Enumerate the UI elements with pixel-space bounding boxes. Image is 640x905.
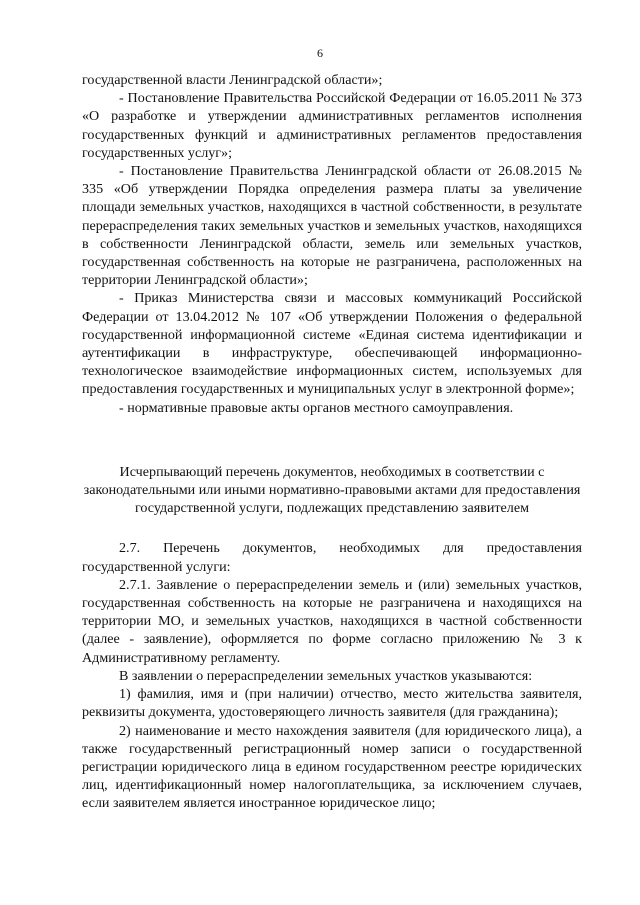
section-heading: Исчерпывающий перечень документов, необходимых в соответствии с законодательными или иными нормативно-правовыми актами для предоставления государственной услуги, подлежащих представлению заявителем (83, 463, 581, 517)
paragraph-2-7: 2.7. Перечень документов, необходимых для предоставления государственной услуги: (82, 540, 582, 575)
paragraph-item-2: 2) наименование и место нахождения заявителя (для юридического лица), а также государственный регистрационный номер записи о государственной регистрации юридического лица в едином государственном реестре юридических лиц, идентификационный номер налогоплательщика, за исключением случаев, если заявителем является иностранное юридическое лицо; (82, 722, 582, 812)
paragraph-government-decree-2011: - Постановление Правительства Российской Федерации от 16.05.2011 № 373 «О разработке и утверждении административных регламентов исполнения государственных функций и административных регламентов предоставления государственных услуг»; (82, 90, 582, 161)
paragraph-2-7-1: 2.7.1. Заявление о перераспределении земель и (или) земельных участков, государственная собственность на которые не разграничена и находящихся на территории МО, и земельных участков, находящихся в частной собственности (далее - заявление), оформляется по форме согласно приложению № 3 к Административному регламенту. (82, 576, 582, 666)
document-body (82, 71, 582, 813)
paragraph-local-acts: - нормативные правовые акты органов местного самоуправления. (119, 399, 514, 416)
paragraph-continuation: государственной власти Ленинградской области»; (82, 72, 383, 88)
page-number: 6 (317, 46, 323, 60)
paragraph-ministry-order-2012: - Приказ Министерства связи и массовых коммуникаций Российской Федерации от 13.04.2012 № 107 «Об утверждении Положения о федеральной государственной информационной системе «Единая система идентификации и аутентификации в инфраструктуре, обеспечивающей информационно-технологическое взаимодействие информационных систем, используемых для предоставления государственных и муниципальных услуг в электронной форме»; (82, 290, 582, 398)
paragraph-government-decree-2015: - Постановление Правительства Ленинградской области от 26.08.2015 № 335 «Об утверждении Порядка определения размера платы за увеличение площади земельных участков, находящихся в частной собственности, в результате перераспределения таких земельных участков и земельных участков, находящихся в собственности Ленинградской области, земель или земельных участков, государственная собственность на которые не разграничена, расположенных на территории Ленинградской области»; (82, 163, 582, 289)
paragraph-application-content: В заявлении о перераспределении земельных участков указываются: (119, 667, 533, 684)
paragraph-item-1: 1) фамилия, имя и (при наличии) отчество, место жительства заявителя, реквизиты документа, удостоверяющего личность заявителя (для гражданина); (82, 686, 582, 721)
